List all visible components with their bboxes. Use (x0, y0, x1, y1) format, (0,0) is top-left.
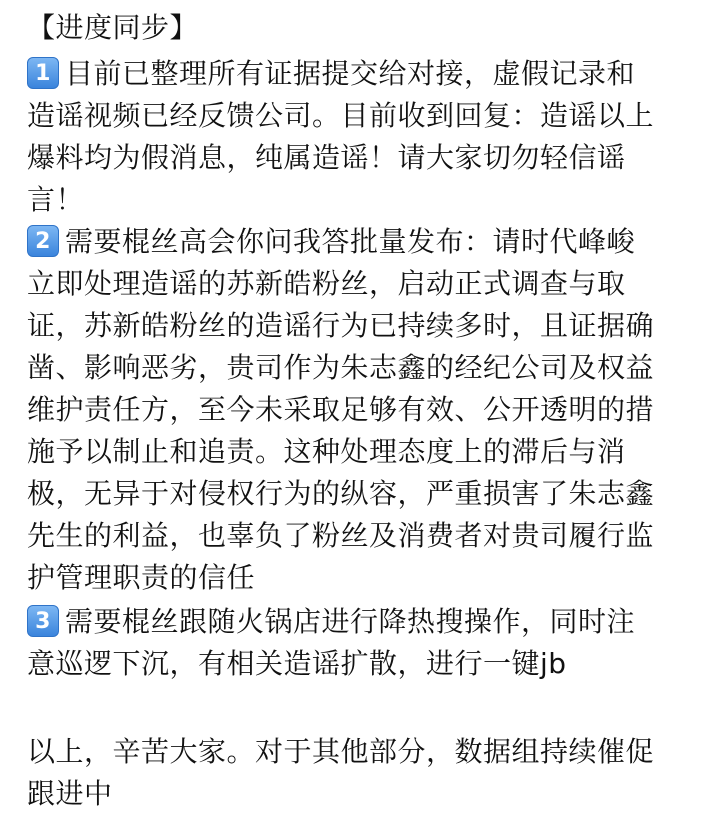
item-2-line-4: 凿、影响恶劣，贵司作为朱志鑫的经纪公司及权益 (27, 351, 655, 384)
closing-line-1: 以上，辛苦大家。对于其他部分，数据组持续催促 (27, 735, 655, 768)
item-3-text-1: 需要棍丝跟随火锅店进行降热搜操作，同时注 (65, 605, 636, 638)
number-3-badge-icon: 3 (27, 605, 59, 637)
closing-line-2: 跟进中 (27, 777, 113, 810)
item-2-line-6: 施予以制止和追责。这种处理态度上的滞后与消 (27, 435, 626, 468)
item-3-line-1 (27, 602, 635, 642)
item-2-line-1 (27, 222, 635, 262)
item-2-line-9: 护管理职责的信任 (27, 561, 256, 594)
item-1-text-1: 目前已整理所有证据提交给对接，虚假记录和 (65, 57, 636, 90)
item-2-line-8: 先生的利益，也辜负了粉丝及消费者对贵司履行监 (27, 519, 655, 552)
item-2-text-1: 需要棍丝高会你问我答批量发布：请时代峰峻 (65, 225, 636, 258)
item-2-line-5: 维护责任方，至今未采取足够有效、公开透明的措 (27, 393, 655, 426)
item-2-line-7: 极，无异于对侵权行为的纵容，严重损害了朱志鑫 (27, 477, 655, 510)
number-2-badge-icon: 2 (27, 225, 59, 257)
item-3-line-2: 意巡逻下沉，有相关造谣扩散，进行一键jb (27, 647, 567, 680)
item-2-line-2: 立即处理造谣的苏新皓粉丝，启动正式调查与取 (27, 267, 626, 300)
item-1-line-4: 言！ (27, 183, 85, 216)
item-1-line-3: 爆料均为假消息，纯属造谣！请大家切勿轻信谣 (27, 141, 626, 174)
number-1-badge-icon: 1 (27, 57, 59, 89)
item-1-line-2: 造谣视频已经反馈公司。目前收到回复：造谣以上 (27, 99, 655, 132)
item-2-line-3: 证，苏新皓粉丝的造谣行为已持续多时，且证据确 (27, 309, 655, 342)
item-1-line-1 (27, 54, 635, 94)
document-title: 【进度同步】 (27, 11, 199, 44)
